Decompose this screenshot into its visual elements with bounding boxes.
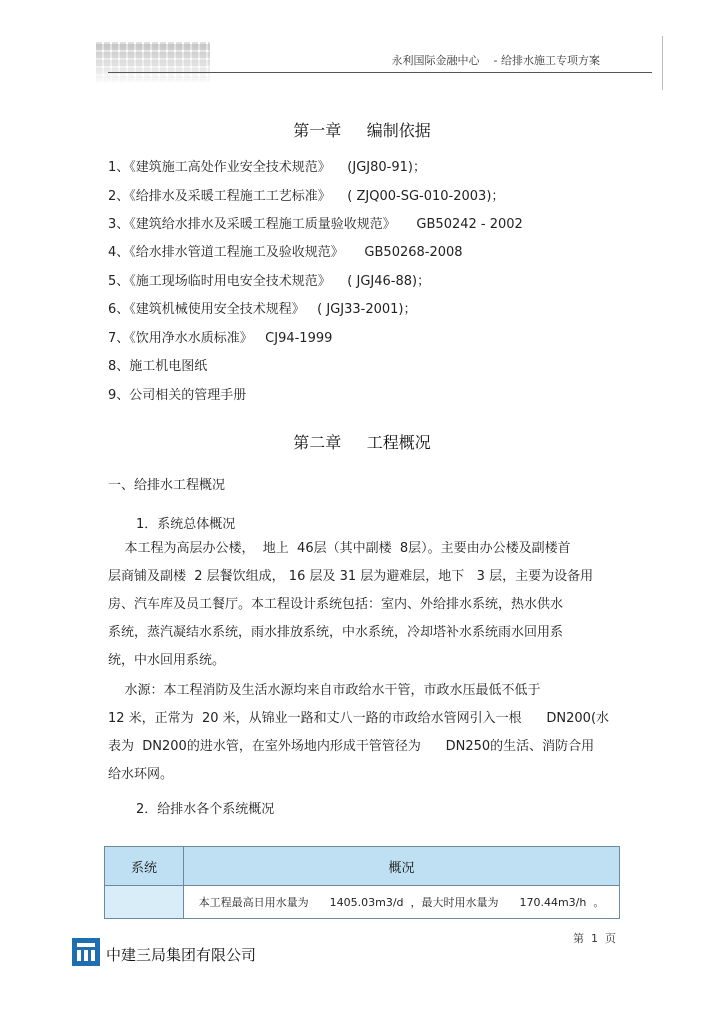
subsection-heading: 1．系统总体概况 — [136, 517, 236, 532]
reference-item: 5、《施工现场临时用电安全技术规范》 ( JGJ46-88)； — [108, 274, 431, 289]
header-logo-fade — [96, 42, 210, 82]
page-number: 第 1 页 — [573, 932, 616, 945]
table-row — [105, 886, 620, 919]
header-title: 永利国际金融中心 - 给排水施工专项方案 — [391, 54, 600, 67]
table-cell-overview: 本工程最高日用水量为 1405.03m3/d ，最大时用水量为 170.44m3/h 。 — [184, 886, 620, 919]
paragraph-line: 层商铺及副楼 2 层餐饮组成， 16 层及 31 层为避难层，地下 3 层，主要为设备用 — [108, 569, 594, 584]
paragraph-line: 统，中水回用系统。 — [108, 653, 226, 668]
paragraph-line: 12 米，正常为 20 米，从锦业一路和丈八一路的市政给水管网引入一根 DN200(水 — [108, 711, 610, 726]
systems-table — [104, 846, 620, 919]
table-header-row — [105, 847, 620, 886]
water-source-paragraph — [108, 677, 620, 789]
reference-item: 2、《给排水及采暖工程施工工艺标准》 ( ZJQ00-SG-010-2003)； — [108, 189, 505, 204]
reference-item: 8、施工机电图纸 — [108, 359, 208, 374]
reference-item: 9、公司相关的管理手册 — [108, 388, 247, 403]
paragraph-line: 水源：本工程消防及生活水源均来自市政给水干管，市政水压最低不低于 — [108, 683, 541, 698]
reference-item: 3、《建筑给水排水及采暖工程施工质量验收规范》 GB50242 - 2002 — [108, 217, 523, 232]
reference-item: 1、《建筑施工高处作业安全技术规范》 (JGJ80-91)； — [108, 160, 426, 175]
section-heading: 一、给排水工程概况 — [108, 478, 226, 493]
header-divider — [108, 72, 652, 73]
paragraph-line: 房、汽车库及员工餐厅。本工程设计系统包括：室内、外给排水系统，热水供水 — [108, 597, 564, 612]
table-cell-system — [105, 886, 184, 919]
reference-item: 7、《饮用净水水质标准》 CJ94-1999 — [108, 331, 333, 346]
column-header-overview: 概况 — [184, 847, 620, 886]
paragraph-line: 给水环网。 — [108, 767, 174, 782]
reference-item: 4、《给水排水管道工程施工及验收规范》 GB50268-2008 — [108, 245, 463, 260]
reference-item: 6、《建筑机械使用安全技术规程》 ( JGJ33-2001)； — [108, 302, 417, 317]
company-name: 中建三局集团有限公司 — [106, 946, 257, 964]
paragraph-line: 本工程为高层办公楼， 地上 46层（其中副楼 8层）。主要由办公楼及副楼首 — [108, 541, 571, 556]
paragraph-line: 系统，蒸汽凝结水系统，雨水排放系统，中水系统，冷却塔补水系统雨水回用系 — [108, 625, 564, 640]
company-logo-icon — [72, 938, 100, 966]
paragraph-line: 表为 DN200的进水管，在室外场地内形成干管管径为 DN250的生活、消防合用 — [108, 739, 595, 754]
column-header-system: 系统 — [105, 847, 184, 886]
chapter1-title: 第一章 编制依据 — [293, 121, 431, 140]
overview-paragraph — [108, 535, 620, 675]
header-margin-line — [662, 36, 663, 90]
subsection-heading: 2．给排水各个系统概况 — [136, 802, 275, 817]
chapter2-title: 第二章 工程概况 — [293, 433, 431, 452]
